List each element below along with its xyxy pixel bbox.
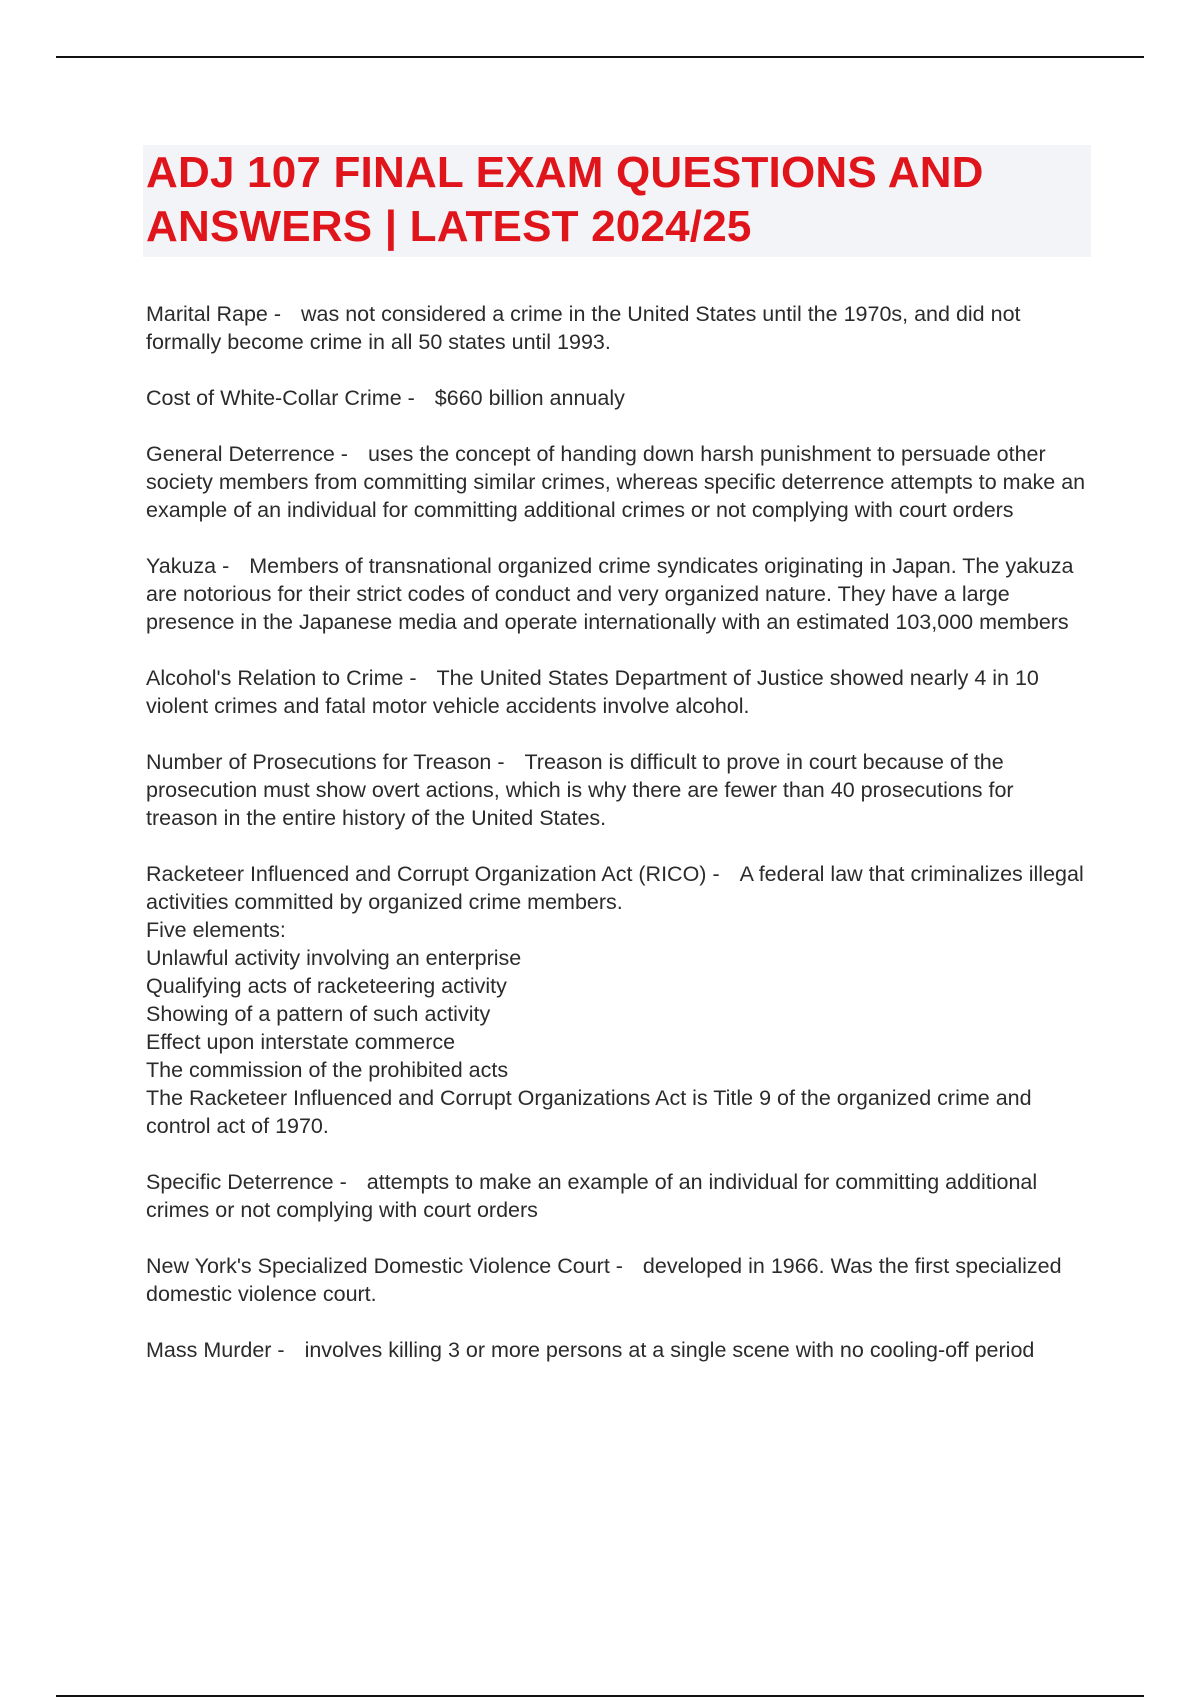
entry-definition: was not considered a crime in the United States until the 1970s, and did not formally become crime in all 50 states until 1993. bbox=[146, 302, 1021, 354]
entry-term: Racketeer Influenced and Corrupt Organization Act (RICO) - bbox=[146, 862, 726, 886]
list-item: Showing of a pattern of such activity bbox=[146, 1002, 491, 1026]
entry-general-deterrence bbox=[146, 440, 1091, 524]
entry-yakuza bbox=[146, 552, 1091, 636]
entry-definition: Members of transnational organized crime syndicates originating in Japan. The yakuza are notorious for their strict codes of conduct and very organized nature. They have a large presence in the Japanese media and operate internationally with an estimated 103,000 members bbox=[146, 554, 1074, 634]
list-item: Effect upon interstate commerce bbox=[146, 1030, 456, 1054]
entry-term: Cost of White-Collar Crime - bbox=[146, 386, 421, 410]
entry-definition: attempts to make an example of an individual for committing additional crimes or not complying with court orders bbox=[146, 1170, 1038, 1222]
entry-mass-murder bbox=[146, 1336, 1091, 1364]
entry-term: New York's Specialized Domestic Violence Court - bbox=[146, 1254, 629, 1278]
entry-definition: involves killing 3 or more persons at a single scene with no cooling-off period bbox=[304, 1338, 1035, 1362]
entry-definition: uses the concept of handing down harsh punishment to persuade other society members from committing similar crimes, whereas specific deterrence attempts to make an example of an individual for committing additional crimes or not complying with court orders bbox=[146, 442, 1086, 522]
entry-ny-domestic-violence-court bbox=[146, 1252, 1091, 1308]
list-item: The commission of the prohibited acts bbox=[146, 1058, 509, 1082]
entry-cost-white-collar-crime bbox=[146, 384, 1091, 412]
entry-definition: $660 billion annualy bbox=[434, 386, 625, 410]
entry-term: Alcohol's Relation to Crime - bbox=[146, 666, 423, 690]
entry-term: Yakuza - bbox=[146, 554, 235, 578]
entry-definition: Treason is difficult to prove in court because of the prosecution must show overt actions, which is why there are fewer than 40 prosecutions for treason in the entire history of the United States. bbox=[146, 750, 1014, 830]
entry-term: Marital Rape - bbox=[146, 302, 287, 326]
top-rule bbox=[56, 56, 1144, 58]
entry-term: Specific Deterrence - bbox=[146, 1170, 353, 1194]
entry-alcohol-relation bbox=[146, 664, 1091, 720]
entry-specific-deterrence bbox=[146, 1168, 1091, 1224]
entry-term: Number of Prosecutions for Treason - bbox=[146, 750, 510, 774]
list-heading: Five elements: bbox=[146, 918, 286, 942]
document-title: ADJ 107 FINAL EXAM QUESTIONS AND ANSWERS | LATEST 2024/25 bbox=[146, 148, 984, 251]
entry-rico bbox=[146, 860, 1091, 1140]
entry-term: Mass Murder - bbox=[146, 1338, 291, 1362]
list-item: Qualifying acts of racketeering activity bbox=[146, 974, 507, 998]
bottom-rule bbox=[56, 1695, 1144, 1697]
entry-treason-prosecutions bbox=[146, 748, 1091, 832]
closing-note: The Racketeer Influenced and Corrupt Organizations Act is Title 9 of the organized crime and control act of 1970. bbox=[146, 1086, 1032, 1138]
entry-definition: The United States Department of Justice showed nearly 4 in 10 violent crimes and fatal motor vehicle accidents involve alcohol. bbox=[146, 666, 1039, 718]
entry-definition: developed in 1966. Was the first specialized domestic violence court. bbox=[146, 1254, 1062, 1306]
list-item: Unlawful activity involving an enterprise bbox=[146, 946, 522, 970]
flashcard-list bbox=[146, 300, 1091, 1392]
entry-marital-rape bbox=[146, 300, 1091, 356]
entry-definition: A federal law that criminalizes illegal activities committed by organized crime members. bbox=[146, 862, 1084, 914]
entry-term: General Deterrence - bbox=[146, 442, 354, 466]
